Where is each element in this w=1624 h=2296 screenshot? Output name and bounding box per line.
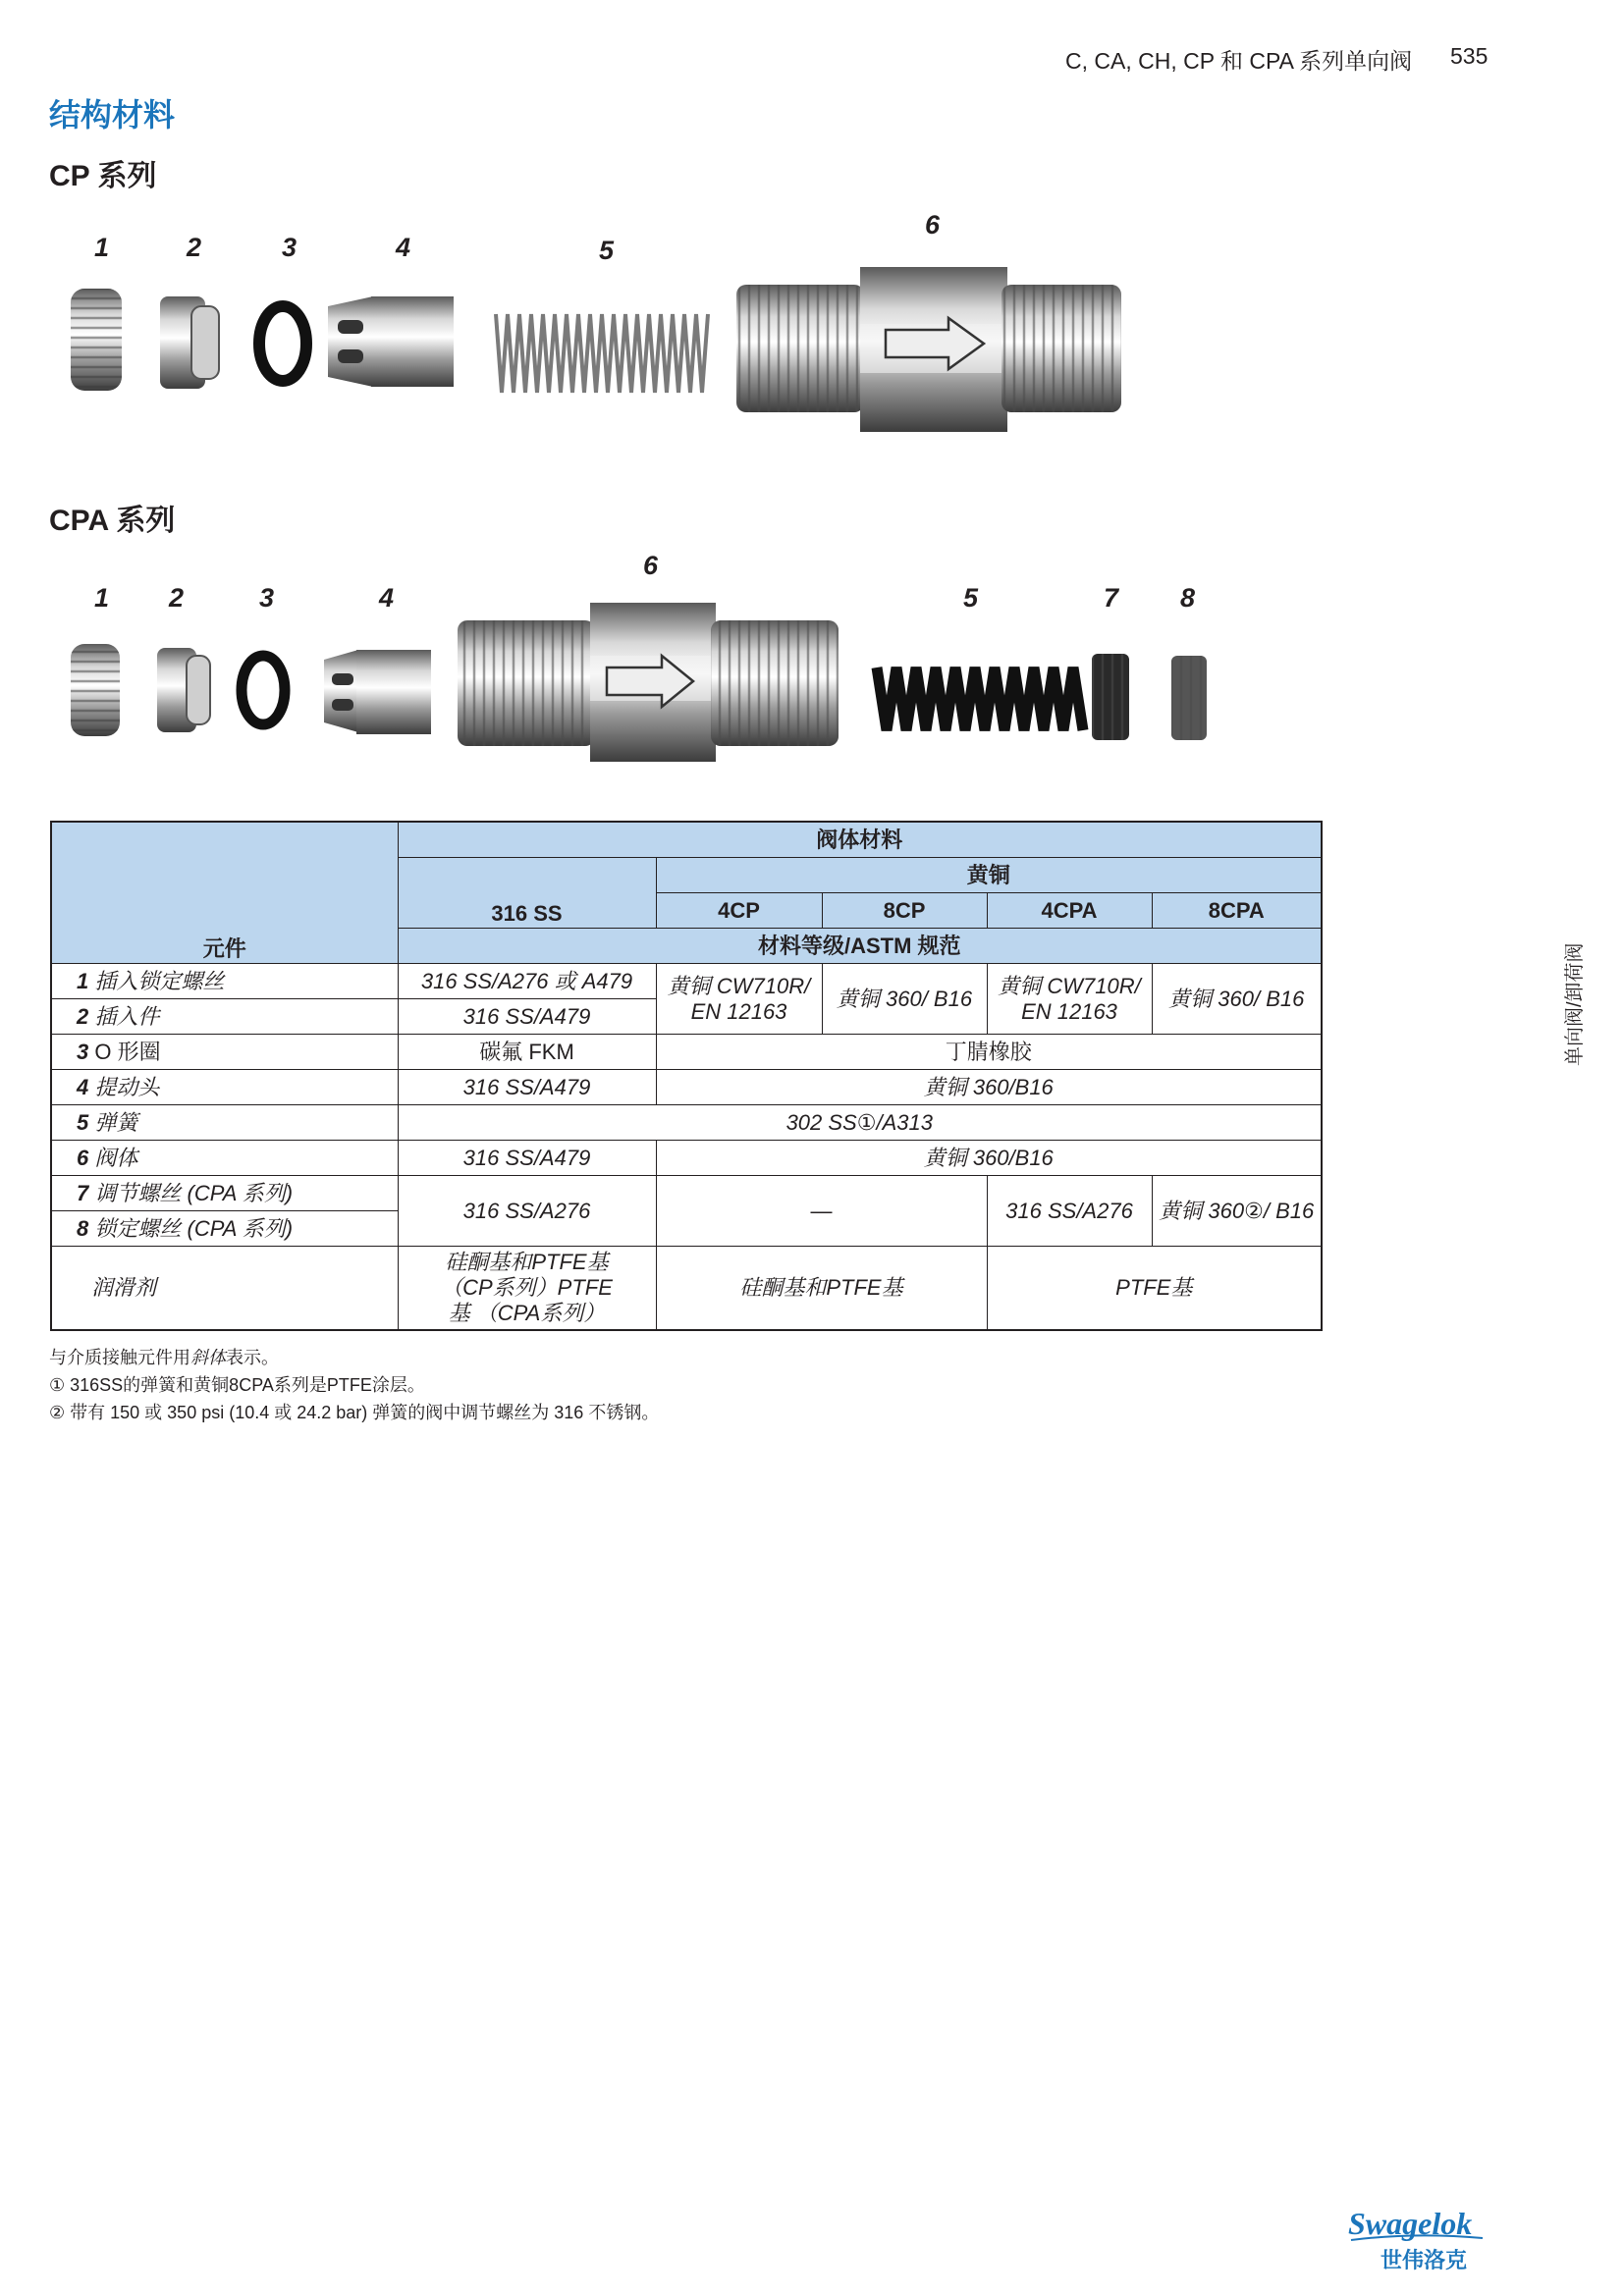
cpa-part-number: 6	[643, 551, 659, 580]
header-grade: 材料等级/ASTM 规范	[398, 929, 1322, 964]
cell-lubricant-cp: 硅酮基和PTFE基	[656, 1247, 987, 1331]
table-row	[51, 1176, 1322, 1211]
note-wetted-end: 表示。	[226, 1348, 279, 1367]
header-component: 元件	[51, 822, 398, 964]
materials-table	[50, 821, 1323, 1331]
cpa-insert-lock-screw	[71, 644, 120, 736]
table-row	[51, 1247, 1322, 1331]
cp-poppet	[328, 296, 454, 387]
section-title: 结构材料	[49, 97, 176, 133]
component-name: 调节螺丝 (CPA 系列)	[94, 1180, 294, 1205]
cpa-lock-screw	[1171, 656, 1207, 740]
cell-316ss: 碳氟 FKM	[398, 1035, 656, 1070]
cell-8cp-insert: 黄铜 360/ B16	[822, 964, 987, 1035]
component-number: 3	[77, 1039, 89, 1064]
cell-8cpa-insert: 黄铜 360/ B16	[1152, 964, 1322, 1035]
component-number: 7	[77, 1180, 89, 1205]
component-number: 1	[77, 968, 89, 993]
cp-part-number: 6	[925, 210, 941, 240]
logo-brand: Swagelok	[1348, 2206, 1473, 2241]
cell-316ss: 316 SS/A479	[398, 1141, 656, 1176]
cell-screw-8cpa: 黄铜 360②/ B16	[1152, 1176, 1322, 1247]
cell-316ss: 316 SS/A479	[398, 1070, 656, 1105]
component-name: 锁定螺丝 (CPA 系列)	[94, 1215, 294, 1241]
table-row	[51, 1105, 1322, 1141]
cp-body	[736, 267, 1121, 432]
cp-insert	[160, 296, 219, 389]
component-name: 阀体	[94, 1145, 138, 1170]
cell-screw-cp: —	[656, 1176, 987, 1247]
cpa-part-number: 2	[169, 583, 185, 613]
header-body-material: 阀体材料	[398, 822, 1322, 858]
table-row	[51, 1035, 1322, 1070]
cp-insert-lock-screw	[71, 289, 122, 391]
note-wetted-italic: 斜体	[190, 1348, 226, 1367]
component-name: 提动头	[94, 1074, 160, 1099]
component-name: 插入锁定螺丝	[94, 968, 225, 993]
side-tab: 单向阀/卸荷阀	[1564, 942, 1586, 1066]
cpa-adjusting-screw	[1092, 654, 1129, 740]
header-8cp: 8CP	[822, 893, 987, 929]
cpa-poppet	[324, 650, 431, 734]
note-1: ① 316SS的弹簧和黄铜8CPA系列是PTFE涂层。	[49, 1375, 425, 1395]
logo-chinese: 世伟洛克	[1380, 2249, 1468, 2273]
note-wetted	[49, 1344, 659, 1371]
table-row	[51, 1141, 1322, 1176]
cpa-part-number: 1	[94, 583, 110, 613]
cp-spring	[493, 312, 708, 395]
cp-part-number: 3	[282, 233, 298, 262]
note-wetted-text: 与介质接触元件用	[49, 1348, 190, 1367]
cp-part-number: 1	[94, 233, 110, 262]
cell-brass: 丁腈橡胶	[656, 1035, 1322, 1070]
page-number: 535	[1450, 43, 1489, 69]
cp-part-number: 4	[396, 233, 411, 262]
component-number: 8	[77, 1215, 89, 1241]
table-row	[51, 964, 1322, 999]
component-number: 4	[77, 1074, 89, 1099]
note-2: ② 带有 150 或 350 psi (10.4 或 24.2 bar) 弹簧的阀中调节螺丝为 316 不锈钢。	[49, 1403, 660, 1422]
component-number: 2	[77, 1003, 89, 1029]
cpa-part-number: 4	[379, 583, 395, 613]
component-name: 插入件	[94, 1003, 160, 1029]
cpa-part-number: 3	[259, 583, 275, 613]
cell-brass: 黄铜 360/B16	[656, 1141, 1322, 1176]
cpa-spring	[877, 667, 1083, 730]
cell-4cp-insert: 黄铜 CW710R/ EN 12163	[656, 964, 822, 1035]
header-8cpa: 8CPA	[1152, 893, 1322, 929]
cp-series-title: CP 系列	[49, 160, 157, 192]
cpa-part-number: 7	[1104, 583, 1119, 613]
header-316ss: 316 SS	[398, 858, 656, 929]
cpa-body	[458, 603, 839, 762]
cpa-part-number: 5	[963, 583, 979, 613]
parts-illustration	[0, 0, 1624, 785]
cell-screw-316ss: 316 SS/A276	[398, 1176, 656, 1247]
table-row	[51, 1070, 1322, 1105]
cp-o-ring	[259, 306, 306, 381]
component-name: O 形圈	[94, 1039, 161, 1064]
header-4cpa: 4CPA	[987, 893, 1152, 929]
component-number: 6	[77, 1145, 89, 1170]
cell-all: 302 SS①/A313	[398, 1105, 1322, 1141]
cell-lubricant-cpa: PTFE基	[987, 1247, 1322, 1331]
cp-part-number: 2	[187, 233, 202, 262]
component-name: 弹簧	[94, 1109, 138, 1135]
lubricant-name: 润滑剂	[51, 1247, 398, 1331]
cpa-series-title: CPA 系列	[49, 505, 176, 537]
cell-316ss: 316 SS/A276 或 A479	[398, 964, 656, 999]
cp-part-number: 5	[599, 236, 615, 265]
footnotes	[49, 1344, 659, 1426]
component-number: 5	[77, 1109, 89, 1135]
running-header-title: C, CA, CH, CP 和 CPA 系列单向阀	[1065, 48, 1413, 74]
cpa-part-number: 8	[1180, 583, 1196, 613]
cpa-insert	[157, 648, 210, 732]
header-brass: 黄铜	[656, 858, 1322, 893]
cell-brass: 黄铜 360/B16	[656, 1070, 1322, 1105]
cell-screw-4cpa: 316 SS/A276	[987, 1176, 1152, 1247]
cell-lubricant-316ss: 硅酮基和PTFE基 （CP系列）PTFE基 （CPA系列）	[398, 1247, 656, 1331]
swagelok-logo	[1345, 2203, 1492, 2275]
cpa-o-ring	[242, 656, 285, 724]
cell-316ss: 316 SS/A479	[398, 999, 656, 1035]
cell-4cpa-insert: 黄铜 CW710R/ EN 12163	[987, 964, 1152, 1035]
header-4cp: 4CP	[656, 893, 822, 929]
